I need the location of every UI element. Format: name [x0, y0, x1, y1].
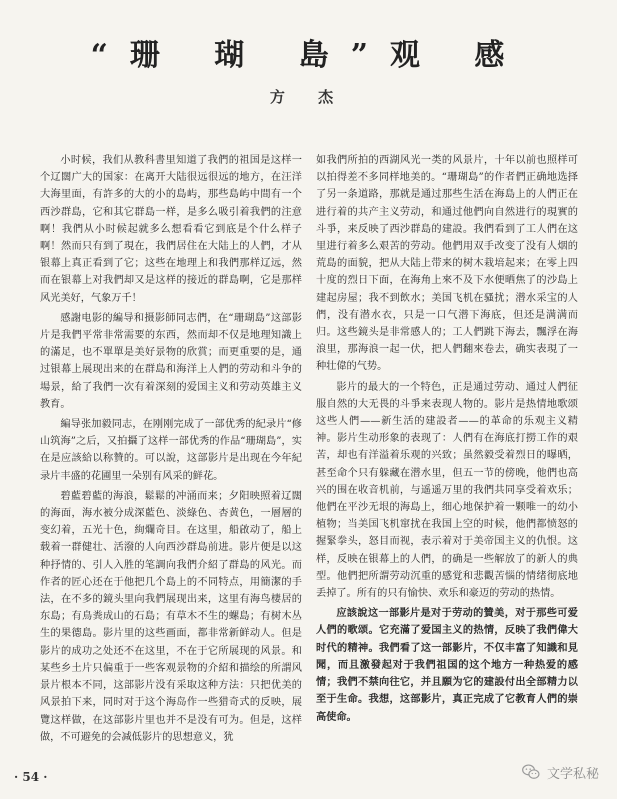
right-column — [316, 152, 578, 729]
article-author: 方 杰 — [269, 88, 348, 106]
paragraph: 小时候，我们从教科書里知道了我們的祖国是这样一个辽闊广大的国家：在离开大陆很远很远的地方，在汪洋大海里面，有許多的大的小的島屿，那些島屿中間有一个西沙群島，它和其它群島一样，是多么吸引着我們的注意啊！我們从小时候起就多么想看看它到底是个什么样子啊！然而只有到了現在，我們居住在大陆上的人們，才从银幕上真正看到了它；这些在地理上和我們那样辽远，然而在银幕上对我們却又是这样的接近的群島啊，它是那样风光美好，气象万千！ — [40, 155, 302, 304]
paragraph-conclusion: 应該說这一部影片是对于劳动的贊美，对于那些可爱人們的歌颂。它充滿了爱国主义的热情，反映了我們偉大时代的精神。我們看了这一部影片，不仅丰富了知識和見聞，而且激發起对于我們祖国的这个地方一种热爱的感情；我們不禁向往它，并且願为它的建設付出全部精力以至于生命。我想，这部影片，真正完成了它教育人們的崇高使命。 — [316, 607, 578, 723]
page-number: · 54 · — [14, 770, 48, 784]
paragraph: 編导张加毅同志，在刚刚完成了一部优秀的紀录片“修山筑海”之后，又拍攝了这样一部优秀的作品“珊瑚島”，实在是应該給以称贊的。可以說，这部影片是出现在今年紀录片丰盛的花圃里一朵别有风采的鲜花。 — [40, 419, 302, 482]
left-column — [40, 152, 302, 749]
wechat-icon — [521, 762, 541, 782]
paragraph: 影片的最大的一个特色，正是通过劳动、通过人們征服自然的大无畏的斗爭来表现人物的。影片是热情地歌颂这些人們——新生活的建設者——的革命的乐观主义精神。影片生动形象的表现了：人們有在海底打撈工作的艰苦，却也有洋溢着乐观的兴致；虽然毅受着烈日的曝晒，甚至命个只有躲藏在潜水里，但五一节的傍晚，他們也高兴的围在收音机前，与遥遥万里的我們共同享受着欢乐；他們在平沙无垠的海島上，细心地保护着一颗唯一的幼小植物；当美国飞机窜扰在我国上空的时候，他們都愤怒的握緊拳头，怒目而视，表示着对于美帝国主义的仇恨。这样，反映在银幕上的人們，的确是一些解放了的新人的典型。他們把所謂劳动沉重的感覚和悲觀苦惱的情绪彻底地丢掉了。所有的只有愉快、欢乐和豪迈的劳动的热情。 — [316, 381, 578, 600]
paragraph: 感謝电影的編导和摄影師同志們，在“珊瑚島”这部影片是我們平常非常需要的东西，然而却不仅是地理知識上的滿足，也不單單是美好景物的欣賞；而更重要的是，通过银幕上展现出来的在群島和海洋上人們的劳动和斗争的場景，給了我們一次有着深刻的爱国主义和劳动英雄主义教育。 — [40, 312, 302, 410]
watermark — [521, 762, 599, 782]
article-title: “珊 瑚 島”观 感 — [90, 38, 527, 73]
watermark-text: 文学私秘 — [546, 766, 599, 782]
paragraph-continued: 如我們所拍的西湖风光一类的风景片，十年以前也照样可以拍得差不多同样地美的。“珊瑚島”的作者們正确地选择了另一条道路，那就是通过那些生活在海島上的人們正在进行着的共产主义劳动，和通过他們向自然进行的現實的斗爭，来反映了西沙群島的建設。我們看到了工人們在这里进行着多么艰苦的劳动。他們用双手改变了没有人烟的荒島的面貌，把从大陆上带来的树木栽培起来；在零上四十度的烈日下面，在海角上來不及下水便晒焦了的沙島上建起房屋；我不到飲水；美国飞机在骚扰；潜水采宝的人們，没有潜水衣，只是一口气潜下海底，但还是满满而归。这些鏡头是非常感人的；工人們跳下海去，飄浮在海浪里，那海浪一起一伏，把人們翻來卷去，确实表現了一种壮偉的气势。 — [316, 155, 578, 373]
paragraph: 碧藍碧藍的海浪，鬆鬆的冲涌而来；夕阳映照着辽闊的海面，海水被分成深藍色、淡綠色、杏黄色，一層層的变幻着，五光十色，絢爛奇目。在这里，船啟动了，船上载着一群健壮、活潑的人向西沙群島前进。影片便是以这种抒情的、引人入胜的笔調向我們介紹了群島的风光。而作者的匠心还在于他把几个島上的不同特点，用簡潔的手法，在不多的鏡头里向我們展现出来，这里有海鸟棲居的东島；有鳥粪成山的石島；有草木不生的螺島；有树木丛生的果德島。影片里的这些画面，都非常新鲜动人。但是影片的成功之处还不在这里，不在于它所展现的风景。和某些乡土片只偏重于一些客观景物的介紹和描绘的所謂风景片根本不同，这部影片没有采取这种方法：只把优美的风景拍下来，同时对于这个海岛作一些猎奇式的反映，展覽这样做，在这部影片里也并不是没有可为。但是，这样做，不可避免的会减低影片的思想意义，犹 — [40, 490, 302, 743]
